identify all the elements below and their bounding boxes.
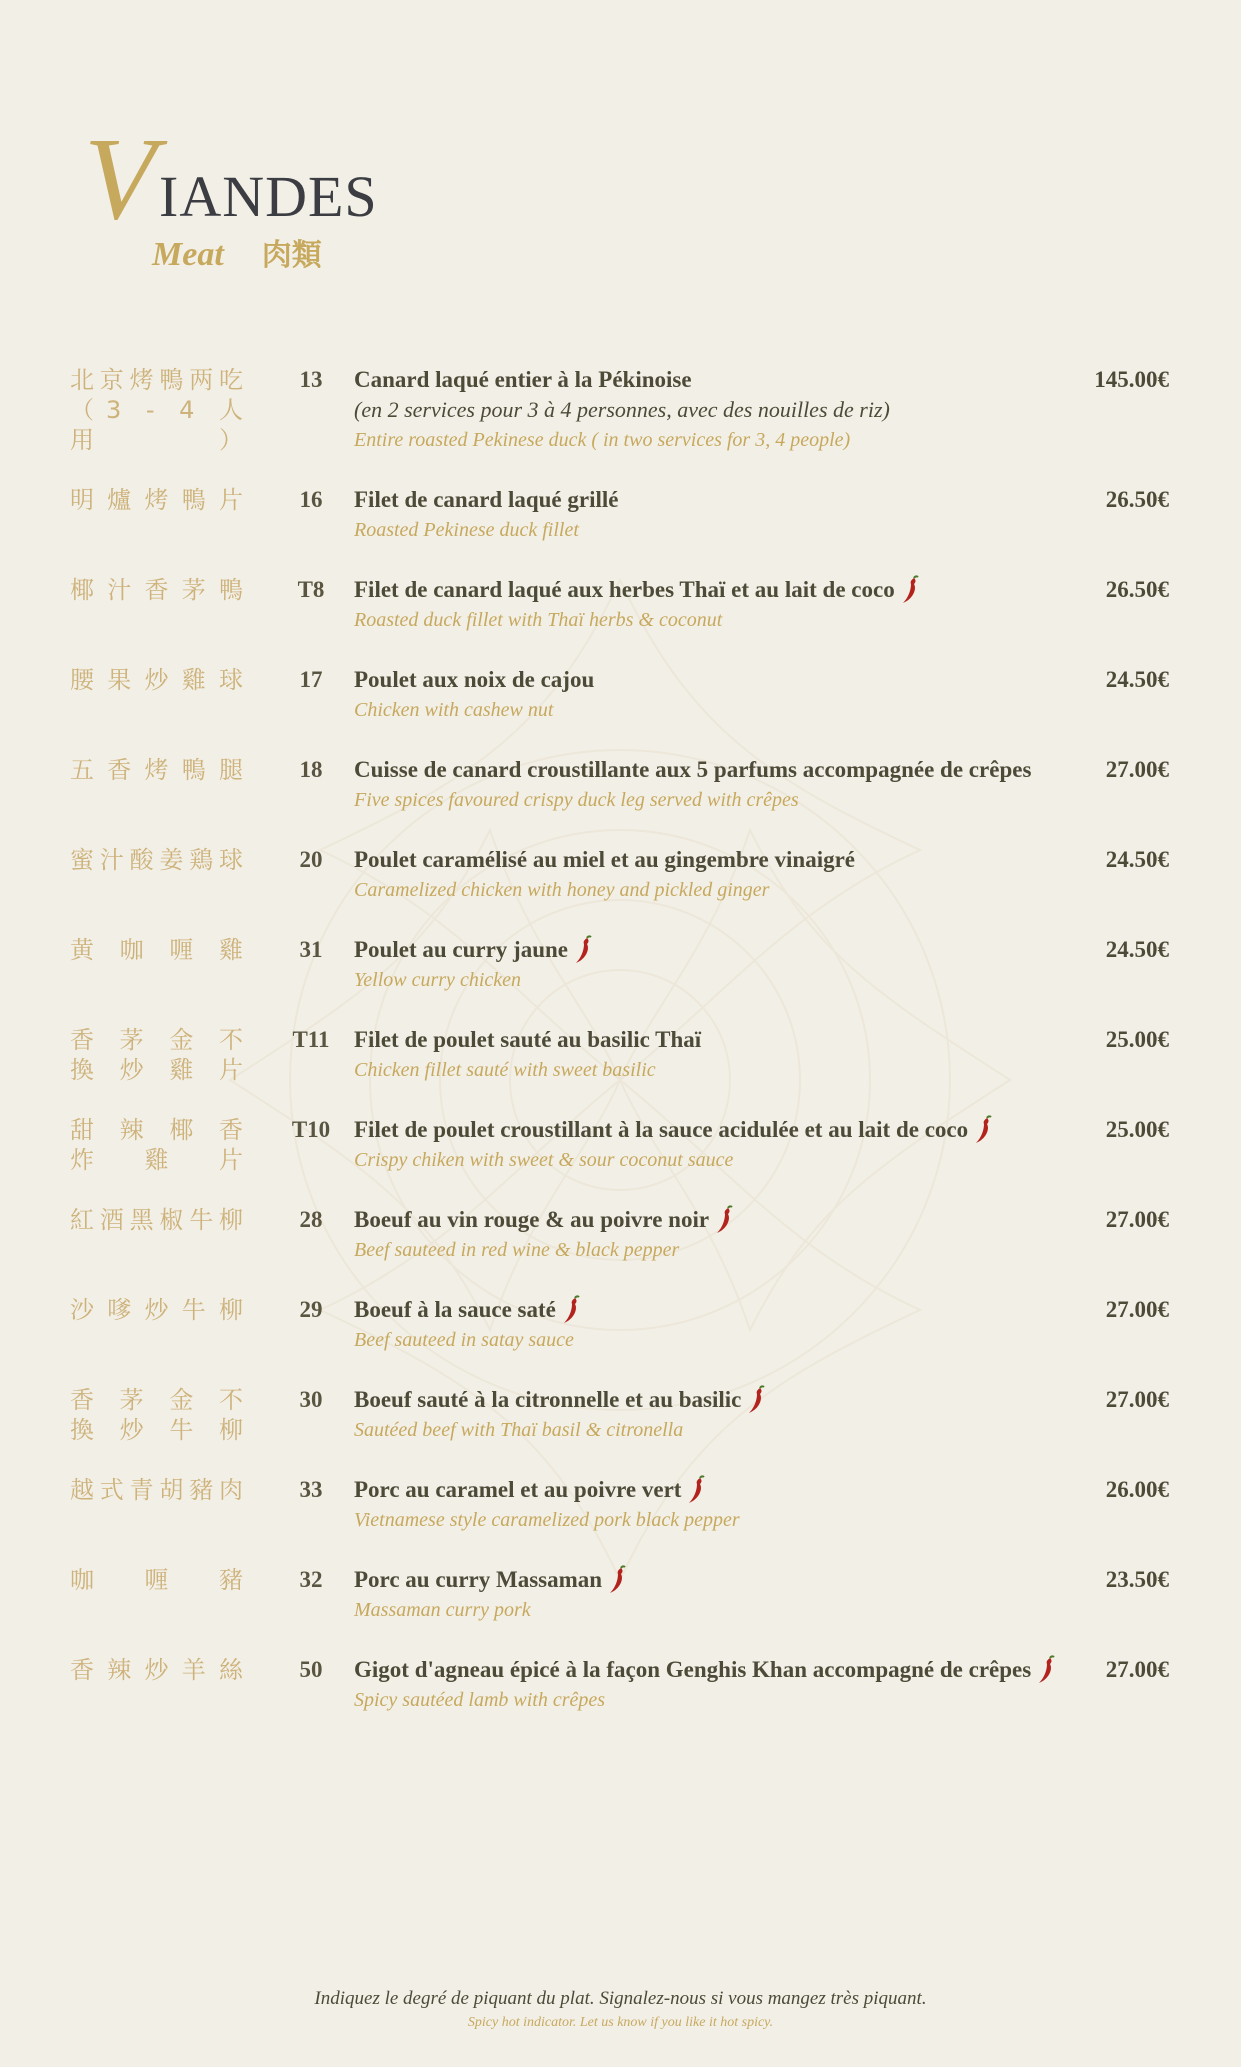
dish-name-en: Vietnamese style caramelized pork black pepper xyxy=(354,1509,740,1531)
dish-name-fr xyxy=(354,1295,1074,1325)
dish-name-fr-text: Porc au curry Massaman xyxy=(354,1567,603,1592)
dish-name-fr xyxy=(354,1025,1074,1055)
chili-pepper-icon xyxy=(713,1205,735,1235)
section-title: IANDES xyxy=(159,164,378,229)
dish-number: 20 xyxy=(299,847,323,872)
dish-number: 29 xyxy=(299,1297,323,1322)
dish-name-fr xyxy=(354,1115,1074,1145)
chili-pepper-icon xyxy=(1035,1655,1057,1685)
chili-pepper-icon xyxy=(560,1295,582,1325)
dish-name-fr-text: Boeuf au vin rouge & au poivre noir xyxy=(354,1207,710,1232)
dish-name-zh: 香茅金不 xyxy=(70,1026,248,1054)
dish-name-zh-line2: 換炒牛柳 xyxy=(70,1416,248,1444)
dish-name-fr-text: Boeuf sauté à la citronnelle et au basilic xyxy=(354,1387,742,1412)
dish-name-zh-line2: 換炒雞片 xyxy=(70,1056,248,1084)
dish-number: 28 xyxy=(299,1207,323,1232)
dish-price: 24.50€ xyxy=(1105,937,1169,962)
dish-name-zh: 腰果炒雞球 xyxy=(70,666,248,694)
chili-pepper-icon xyxy=(685,1475,707,1505)
dish-name-en: Roasted Pekinese duck fillet xyxy=(354,519,579,541)
dish-number: 30 xyxy=(299,1387,323,1412)
dish-name-en: Caramelized chicken with honey and pickled ginger xyxy=(354,879,770,901)
dish-name-fr xyxy=(354,665,1074,695)
spicy-note-en: Spicy hot indicator. Let us know if you like it hot spicy. xyxy=(467,2015,774,2030)
dish-name-fr-text: Filet de canard laqué grillé xyxy=(354,487,619,512)
dish-name-en: Chicken with cashew nut xyxy=(354,699,554,721)
dish-name-fr-text: Gigot d'agneau épicé à la façon Genghis Khan accompagné de crêpes xyxy=(354,1657,1032,1682)
chili-pepper-icon xyxy=(899,575,921,605)
chili-pepper-icon xyxy=(606,1565,628,1595)
dish-name-fr-text: Poulet au curry jaune xyxy=(354,937,569,962)
dish-name-zh: 明爐烤鴨片 xyxy=(70,486,248,514)
dish-detail-fr: (en 2 services pour 3 à 4 personnes, avec des nouilles de riz) xyxy=(354,397,890,422)
dish-name-zh: 越式青胡豬肉 xyxy=(70,1476,248,1504)
dish-name-zh: 北京烤鴨两吃 xyxy=(70,366,248,394)
dish-number: 32 xyxy=(299,1567,323,1592)
dish-name-en: Chicken fillet sauté with sweet basilic xyxy=(354,1059,656,1081)
dish-name-fr xyxy=(354,1205,1074,1235)
dish-number: 50 xyxy=(299,1657,323,1682)
dish-name-fr-text: Poulet aux noix de cajou xyxy=(354,667,595,692)
dish-price: 23.50€ xyxy=(1105,1567,1169,1592)
chili-pepper-icon xyxy=(745,1385,767,1415)
dish-name-fr-text: Cuisse de canard croustillante aux 5 parfums accompagnée de crêpes xyxy=(354,757,1032,782)
dish-name-fr xyxy=(354,1565,1074,1595)
dish-price: 26.50€ xyxy=(1105,577,1169,602)
dish-price: 25.00€ xyxy=(1105,1027,1169,1052)
dish-name-en: Crispy chiken with sweet & sour coconut sauce xyxy=(354,1149,734,1171)
dish-name-zh-line2: （3 - 4 人 用 ） xyxy=(70,396,248,454)
dish-price: 145.00€ xyxy=(1094,367,1169,392)
dish-number: T8 xyxy=(297,577,325,602)
dish-number: 31 xyxy=(299,937,323,962)
subtitle-zh: 肉類 xyxy=(261,239,322,272)
dish-name-fr xyxy=(354,935,1074,965)
dish-name-fr-text: Filet de canard laqué aux herbes Thaï et au lait de coco xyxy=(354,577,895,602)
dish-price: 24.50€ xyxy=(1105,847,1169,872)
dish-name-zh: 甜辣椰香 xyxy=(70,1116,248,1144)
dish-name-fr-text: Boeuf à la sauce saté xyxy=(354,1297,556,1322)
dish-name-zh: 香辣炒羊絲 xyxy=(70,1656,248,1684)
dish-name-fr xyxy=(354,1385,1074,1415)
dish-name-zh: 紅酒黑椒牛柳 xyxy=(70,1206,248,1234)
dish-number: 33 xyxy=(299,1477,323,1502)
dish-number: 17 xyxy=(299,667,323,692)
dish-name-en: Beef sauteed in red wine & black pepper xyxy=(354,1239,680,1261)
title-initial: V xyxy=(84,113,157,244)
dish-name-fr xyxy=(354,845,1074,875)
spicy-note-fr: Indiquez le degré de piquant du plat. Signalez-nous si vous mangez très piquant. xyxy=(314,1988,927,2009)
dish-name-en: Yellow curry chicken xyxy=(354,969,522,991)
dish-name-zh: 蜜汁酸姜鶏球 xyxy=(70,846,248,874)
dish-name-fr xyxy=(354,755,1074,785)
dish-name-fr xyxy=(354,1655,1074,1685)
dish-name-fr-text: Canard laqué entier à la Pékinoise xyxy=(354,367,692,392)
dish-name-en: Beef sauteed in satay sauce xyxy=(354,1329,574,1351)
dish-name-fr-text: Filet de poulet sauté au basilic Thaï xyxy=(354,1027,702,1052)
dish-name-en: Spicy sautéed lamb with crêpes xyxy=(354,1689,606,1711)
chili-pepper-icon xyxy=(572,935,594,965)
dish-number: T10 xyxy=(291,1117,331,1142)
dish-price: 27.00€ xyxy=(1105,1387,1169,1412)
dish-name-zh: 咖喱豬 xyxy=(70,1566,248,1594)
dish-number: T11 xyxy=(292,1027,330,1052)
dish-name-fr xyxy=(354,365,1074,395)
dish-price: 27.00€ xyxy=(1105,1207,1169,1232)
dish-name-zh: 五香烤鴨腿 xyxy=(70,756,248,784)
dish-number: 16 xyxy=(299,487,323,512)
dish-name-zh: 黄咖喱雞 xyxy=(70,936,248,964)
dish-name-zh-line2: 炸雞片 xyxy=(70,1146,248,1174)
section-subtitle xyxy=(152,230,322,274)
dish-name-en: Five spices favoured crispy duck leg served with crêpes xyxy=(354,789,799,811)
dish-name-zh: 沙嗲炒牛柳 xyxy=(70,1296,248,1324)
dish-name-en: Roasted duck fillet with Thaï herbs & coconut xyxy=(354,609,723,631)
subtitle-en: Meat xyxy=(152,236,224,273)
dish-number: 18 xyxy=(299,757,323,782)
dish-name-en: Entire roasted Pekinese duck ( in two services for 3, 4 people) xyxy=(354,429,851,451)
dish-price: 24.50€ xyxy=(1105,667,1169,692)
dish-price: 27.00€ xyxy=(1105,1657,1169,1682)
dish-name-fr xyxy=(354,1475,1074,1505)
chili-pepper-icon xyxy=(972,1115,994,1145)
dish-name-zh: 椰汁香茅鴨 xyxy=(70,576,248,604)
dish-name-en: Sautéed beef with Thaï basil & citronella xyxy=(354,1419,684,1441)
dish-price: 26.00€ xyxy=(1105,1477,1169,1502)
dish-price: 27.00€ xyxy=(1105,757,1169,782)
dish-price: 26.50€ xyxy=(1105,487,1169,512)
dish-name-fr-text: Porc au caramel et au poivre vert xyxy=(354,1477,682,1502)
dish-name-zh: 香茅金不 xyxy=(70,1386,248,1414)
dish-name-fr-text: Filet de poulet croustillant à la sauce acidulée et au lait de coco xyxy=(354,1117,969,1142)
dish-name-fr xyxy=(354,575,1074,605)
dish-price: 27.00€ xyxy=(1105,1297,1169,1322)
dish-number: 13 xyxy=(299,367,323,392)
dish-name-fr xyxy=(354,485,1074,515)
dish-price: 25.00€ xyxy=(1105,1117,1169,1142)
dish-name-en: Massaman curry pork xyxy=(354,1599,531,1621)
dish-name-fr-text: Poulet caramélisé au miel et au gingembre vinaigré xyxy=(354,847,856,872)
